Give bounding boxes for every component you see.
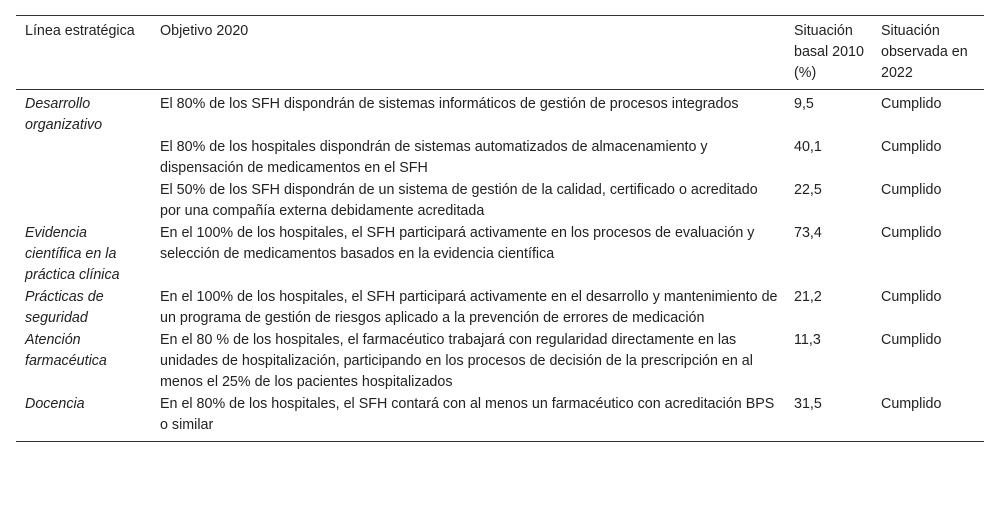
line-cell xyxy=(16,137,151,180)
table-row xyxy=(16,90,984,138)
objective-cell: El 80% de los SFH dispondrán de sistemas informáticos de gestión de procesos integrados xyxy=(160,96,739,112)
objective-cell: En el 100% de los hospitales, el SFH participará activamente en los procesos de evaluación y selección de medicamentos basados en la evidencia científica xyxy=(160,225,755,262)
baseline-cell: 9,5 xyxy=(794,96,814,112)
objective-cell: El 50% de los SFH dispondrán de un sistema de gestión de la calidad, certificado o acreditado por una compañía externa debidamente acreditada xyxy=(160,182,758,219)
objectives-table-container xyxy=(16,15,984,442)
header-row xyxy=(16,16,984,90)
line-cell: Evidencia científica en la práctica clínica xyxy=(25,225,120,283)
baseline-cell: 31,5 xyxy=(794,396,822,412)
observed-cell: Cumplido xyxy=(881,139,942,155)
objective-cell: El 80% de los hospitales dispondrán de sistemas automatizados de almacenamiento y dispensación de medicamentos en el SFH xyxy=(160,139,708,176)
table-row xyxy=(16,180,984,223)
line-cell: Docencia xyxy=(25,396,85,412)
table-header xyxy=(16,16,984,90)
observed-cell: Cumplido xyxy=(881,182,942,198)
header-line: Línea estratégica xyxy=(25,23,135,39)
table-row xyxy=(16,330,984,394)
observed-cell: Cumplido xyxy=(881,289,942,305)
baseline-cell: 73,4 xyxy=(794,225,822,241)
baseline-cell: 11,3 xyxy=(794,332,821,348)
baseline-cell: 40,1 xyxy=(794,139,822,155)
objectives-table xyxy=(16,15,984,442)
baseline-cell: 22,5 xyxy=(794,182,822,198)
observed-cell: Cumplido xyxy=(881,96,942,112)
line-cell xyxy=(16,180,151,223)
observed-cell: Cumplido xyxy=(881,396,942,412)
observed-cell: Cumplido xyxy=(881,225,942,241)
header-objective: Objetivo 2020 xyxy=(160,23,249,39)
line-cell: Atención farmacéutica xyxy=(25,332,107,369)
header-observed: Situación observada en 2022 xyxy=(881,23,968,81)
table-row xyxy=(16,287,984,330)
table-body xyxy=(16,90,984,442)
line-cell: Desarrollo organizativo xyxy=(25,96,103,133)
baseline-cell: 21,2 xyxy=(794,289,822,305)
table-row xyxy=(16,137,984,180)
objective-cell: En el 100% de los hospitales, el SFH participará activamente en el desarrollo y mantenimiento de un programa de gestión de riesgos aplicado a la prevención de errores de medicación xyxy=(160,289,778,326)
table-row xyxy=(16,223,984,287)
line-cell: Prácticas de seguridad xyxy=(25,289,104,326)
header-baseline: Situación basal 2010 (%) xyxy=(794,23,864,81)
table-row xyxy=(16,394,984,442)
objective-cell: En el 80 % de los hospitales, el farmacéutico trabajará con regularidad directamente en las unidades de hospitalización, participando en los procesos de decisión de la prescripción en al menos el 25% de los pacientes hospitalizados xyxy=(160,332,753,390)
observed-cell: Cumplido xyxy=(881,332,942,348)
objective-cell: En el 80% de los hospitales, el SFH contará con al menos un farmacéutico con acreditación BPS o similar xyxy=(160,396,775,433)
